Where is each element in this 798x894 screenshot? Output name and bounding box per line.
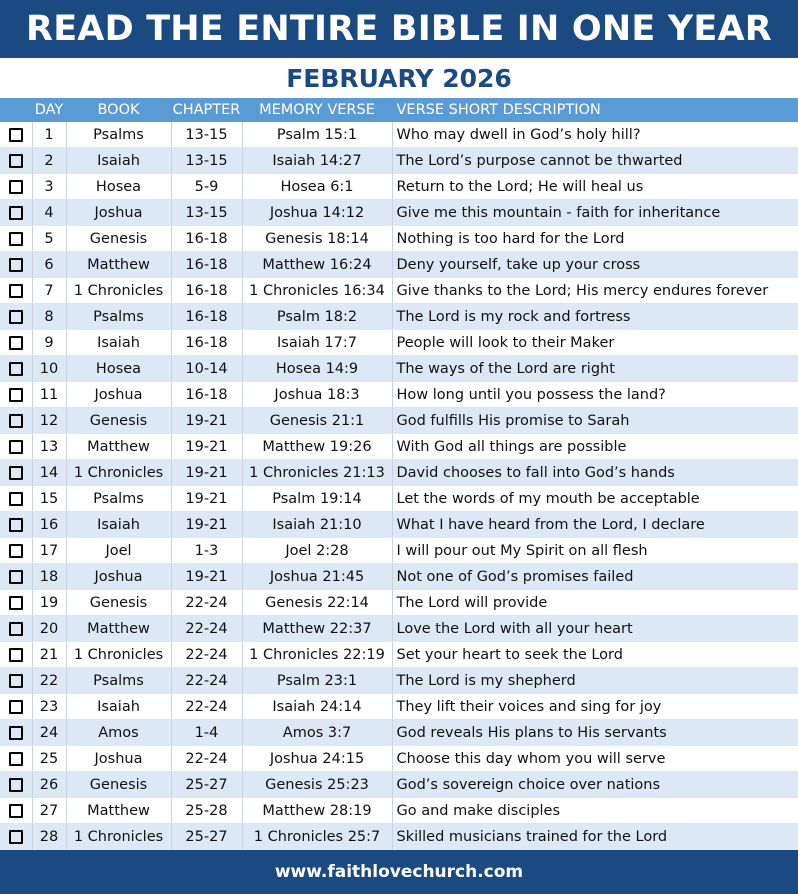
table-row [0, 122, 798, 148]
checkbox-cell [0, 486, 32, 512]
book-cell: Hosea [66, 356, 171, 382]
day-cell: 15 [32, 486, 66, 512]
table-row [0, 252, 798, 278]
table-row [0, 824, 798, 850]
table-row [0, 538, 798, 564]
table-row [0, 590, 798, 616]
chapter-cell: 13-15 [171, 122, 242, 148]
chapter-cell: 16-18 [171, 252, 242, 278]
chapter-cell: 19-21 [171, 564, 242, 590]
table-row [0, 226, 798, 252]
day-cell: 4 [32, 200, 66, 226]
table-row [0, 694, 798, 720]
day-checkbox[interactable] [9, 544, 23, 558]
day-cell: 2 [32, 148, 66, 174]
checkbox-cell [0, 616, 32, 642]
chapter-cell: 1-4 [171, 720, 242, 746]
book-cell: Matthew [66, 252, 171, 278]
table-row [0, 304, 798, 330]
book-cell: Psalms [66, 304, 171, 330]
description-cell: Deny yourself, take up your cross [392, 252, 798, 278]
checkbox-cell [0, 356, 32, 382]
chapter-cell: 19-21 [171, 512, 242, 538]
checkbox-cell [0, 330, 32, 356]
day-checkbox[interactable] [9, 440, 23, 454]
description-cell: The ways of the Lord are right [392, 356, 798, 382]
description-cell: The Lord is my shepherd [392, 668, 798, 694]
description-cell: People will look to their Maker [392, 330, 798, 356]
table-row [0, 746, 798, 772]
day-cell: 24 [32, 720, 66, 746]
memory-verse-cell: 1 Chronicles 25:7 [242, 824, 392, 850]
checkbox-cell [0, 278, 32, 304]
day-checkbox[interactable] [9, 154, 23, 168]
chapter-cell: 16-18 [171, 382, 242, 408]
chapter-cell: 19-21 [171, 460, 242, 486]
checkbox-cell [0, 746, 32, 772]
day-cell: 9 [32, 330, 66, 356]
day-cell: 16 [32, 512, 66, 538]
book-cell: 1 Chronicles [66, 278, 171, 304]
description-cell: Who may dwell in God’s holy hill? [392, 122, 798, 148]
day-checkbox[interactable] [9, 674, 23, 688]
table-row [0, 668, 798, 694]
book-cell: Joshua [66, 200, 171, 226]
column-header-description: VERSE SHORT DESCRIPTION [392, 98, 798, 122]
memory-verse-cell: 1 Chronicles 16:34 [242, 278, 392, 304]
day-cell: 21 [32, 642, 66, 668]
day-checkbox[interactable] [9, 830, 23, 844]
description-cell: They lift their voices and sing for joy [392, 694, 798, 720]
checkbox-cell [0, 148, 32, 174]
checkbox-cell [0, 304, 32, 330]
day-cell: 17 [32, 538, 66, 564]
description-cell: Set your heart to seek the Lord [392, 642, 798, 668]
table-row [0, 512, 798, 538]
chapter-cell: 16-18 [171, 330, 242, 356]
checkbox-cell [0, 122, 32, 148]
memory-verse-cell: Psalm 15:1 [242, 122, 392, 148]
memory-verse-cell: 1 Chronicles 21:13 [242, 460, 392, 486]
memory-verse-cell: 1 Chronicles 22:19 [242, 642, 392, 668]
day-cell: 23 [32, 694, 66, 720]
description-cell: God fulfills His promise to Sarah [392, 408, 798, 434]
book-cell: Hosea [66, 174, 171, 200]
chapter-cell: 13-15 [171, 148, 242, 174]
description-cell: Love the Lord with all your heart [392, 616, 798, 642]
chapter-cell: 19-21 [171, 408, 242, 434]
checkbox-cell [0, 538, 32, 564]
reading-plan-table [0, 98, 798, 850]
checkbox-cell [0, 512, 32, 538]
table-row [0, 408, 798, 434]
chapter-cell: 10-14 [171, 356, 242, 382]
book-cell: Psalms [66, 122, 171, 148]
checkbox-cell [0, 564, 32, 590]
day-cell: 18 [32, 564, 66, 590]
memory-verse-cell: Joshua 14:12 [242, 200, 392, 226]
book-cell: Psalms [66, 486, 171, 512]
day-cell: 12 [32, 408, 66, 434]
month-title: FEBRUARY 2026 [286, 63, 512, 93]
checkbox-cell [0, 460, 32, 486]
table-row [0, 278, 798, 304]
memory-verse-cell: Matthew 16:24 [242, 252, 392, 278]
checkbox-cell [0, 408, 32, 434]
description-cell: Give me this mountain - faith for inheritance [392, 200, 798, 226]
description-cell: Return to the Lord; He will heal us [392, 174, 798, 200]
chapter-cell: 19-21 [171, 434, 242, 460]
description-cell: The Lord will provide [392, 590, 798, 616]
book-cell: 1 Chronicles [66, 642, 171, 668]
table-row [0, 564, 798, 590]
day-cell: 28 [32, 824, 66, 850]
day-cell: 25 [32, 746, 66, 772]
checkbox-cell [0, 720, 32, 746]
day-cell: 5 [32, 226, 66, 252]
chapter-cell: 22-24 [171, 642, 242, 668]
memory-verse-cell: Matthew 19:26 [242, 434, 392, 460]
memory-verse-cell: Amos 3:7 [242, 720, 392, 746]
day-checkbox[interactable] [9, 492, 23, 506]
book-cell: Matthew [66, 434, 171, 460]
column-header-check [0, 98, 32, 122]
table-row [0, 616, 798, 642]
checkbox-cell [0, 226, 32, 252]
memory-verse-cell: Isaiah 17:7 [242, 330, 392, 356]
day-checkbox[interactable] [9, 596, 23, 610]
memory-verse-cell: Genesis 21:1 [242, 408, 392, 434]
day-checkbox[interactable] [9, 466, 23, 480]
book-cell: Genesis [66, 772, 171, 798]
day-cell: 1 [32, 122, 66, 148]
memory-verse-cell: Isaiah 14:27 [242, 148, 392, 174]
memory-verse-cell: Joel 2:28 [242, 538, 392, 564]
memory-verse-cell: Isaiah 24:14 [242, 694, 392, 720]
day-cell: 10 [32, 356, 66, 382]
day-cell: 13 [32, 434, 66, 460]
day-checkbox[interactable] [9, 752, 23, 766]
checkbox-cell [0, 434, 32, 460]
memory-verse-cell: Matthew 28:19 [242, 798, 392, 824]
book-cell: Amos [66, 720, 171, 746]
day-cell: 14 [32, 460, 66, 486]
description-cell: Skilled musicians trained for the Lord [392, 824, 798, 850]
day-checkbox[interactable] [9, 804, 23, 818]
book-cell: 1 Chronicles [66, 460, 171, 486]
chapter-cell: 22-24 [171, 616, 242, 642]
description-cell: Nothing is too hard for the Lord [392, 226, 798, 252]
day-checkbox[interactable] [9, 388, 23, 402]
description-cell: David chooses to fall into God’s hands [392, 460, 798, 486]
day-checkbox[interactable] [9, 518, 23, 532]
memory-verse-cell: Joshua 21:45 [242, 564, 392, 590]
page-title: READ THE ENTIRE BIBLE IN ONE YEAR [0, 0, 798, 58]
chapter-cell: 19-21 [171, 486, 242, 512]
day-cell: 3 [32, 174, 66, 200]
book-cell: Genesis [66, 226, 171, 252]
memory-verse-cell: Genesis 25:23 [242, 772, 392, 798]
table-row [0, 330, 798, 356]
book-cell: Joel [66, 538, 171, 564]
memory-verse-cell: Joshua 18:3 [242, 382, 392, 408]
checkbox-cell [0, 772, 32, 798]
day-checkbox[interactable] [9, 310, 23, 324]
table-row [0, 148, 798, 174]
day-cell: 6 [32, 252, 66, 278]
description-cell: How long until you possess the land? [392, 382, 798, 408]
checkbox-cell [0, 642, 32, 668]
memory-verse-cell: Matthew 22:37 [242, 616, 392, 642]
column-header-chapter: CHAPTER [171, 98, 242, 122]
day-checkbox[interactable] [9, 726, 23, 740]
description-cell: The Lord is my rock and fortress [392, 304, 798, 330]
day-checkbox[interactable] [9, 648, 23, 662]
checkbox-cell [0, 798, 32, 824]
chapter-cell: 16-18 [171, 278, 242, 304]
description-cell: God’s sovereign choice over nations [392, 772, 798, 798]
chapter-cell: 22-24 [171, 590, 242, 616]
checkbox-cell [0, 590, 32, 616]
column-header-memory-verse: MEMORY VERSE [242, 98, 392, 122]
description-cell: Choose this day whom you will serve [392, 746, 798, 772]
day-cell: 22 [32, 668, 66, 694]
day-checkbox[interactable] [9, 232, 23, 246]
day-checkbox[interactable] [9, 284, 23, 298]
memory-verse-cell: Hosea 14:9 [242, 356, 392, 382]
description-cell: Give thanks to the Lord; His mercy endures forever [392, 278, 798, 304]
memory-verse-cell: Hosea 6:1 [242, 174, 392, 200]
table-header-row [0, 98, 798, 122]
table-row [0, 772, 798, 798]
table-row [0, 460, 798, 486]
day-checkbox[interactable] [9, 206, 23, 220]
memory-verse-cell: Psalm 18:2 [242, 304, 392, 330]
book-cell: Genesis [66, 408, 171, 434]
checkbox-cell [0, 668, 32, 694]
book-cell: Psalms [66, 668, 171, 694]
book-cell: Isaiah [66, 512, 171, 538]
memory-verse-cell: Genesis 22:14 [242, 590, 392, 616]
book-cell: 1 Chronicles [66, 824, 171, 850]
footer-website: www.faithlovechurch.com [0, 850, 798, 894]
chapter-cell: 25-28 [171, 798, 242, 824]
day-checkbox[interactable] [9, 362, 23, 376]
book-cell: Joshua [66, 746, 171, 772]
checkbox-cell [0, 694, 32, 720]
description-cell: God reveals His plans to His servants [392, 720, 798, 746]
table-row [0, 798, 798, 824]
chapter-cell: 5-9 [171, 174, 242, 200]
chapter-cell: 1-3 [171, 538, 242, 564]
day-cell: 19 [32, 590, 66, 616]
memory-verse-cell: Psalm 19:14 [242, 486, 392, 512]
memory-verse-cell: Psalm 23:1 [242, 668, 392, 694]
book-cell: Isaiah [66, 148, 171, 174]
memory-verse-cell: Genesis 18:14 [242, 226, 392, 252]
table-row [0, 720, 798, 746]
day-checkbox[interactable] [9, 414, 23, 428]
table-row [0, 434, 798, 460]
day-cell: 27 [32, 798, 66, 824]
checkbox-cell [0, 200, 32, 226]
book-cell: Joshua [66, 382, 171, 408]
description-cell: Not one of God’s promises failed [392, 564, 798, 590]
checkbox-cell [0, 252, 32, 278]
day-checkbox[interactable] [9, 778, 23, 792]
day-cell: 26 [32, 772, 66, 798]
day-cell: 7 [32, 278, 66, 304]
table-row [0, 382, 798, 408]
day-checkbox[interactable] [9, 570, 23, 584]
chapter-cell: 25-27 [171, 824, 242, 850]
chapter-cell: 16-18 [171, 226, 242, 252]
day-cell: 8 [32, 304, 66, 330]
description-cell: Go and make disciples [392, 798, 798, 824]
checkbox-cell [0, 382, 32, 408]
book-cell: Isaiah [66, 694, 171, 720]
book-cell: Genesis [66, 590, 171, 616]
checkbox-cell [0, 174, 32, 200]
description-cell: The Lord’s purpose cannot be thwarted [392, 148, 798, 174]
chapter-cell: 16-18 [171, 304, 242, 330]
description-cell: With God all things are possible [392, 434, 798, 460]
chapter-cell: 22-24 [171, 694, 242, 720]
day-checkbox[interactable] [9, 180, 23, 194]
description-cell: What I have heard from the Lord, I declare [392, 512, 798, 538]
table-row [0, 486, 798, 512]
description-cell: I will pour out My Spirit on all flesh [392, 538, 798, 564]
day-checkbox[interactable] [9, 336, 23, 350]
table-row [0, 200, 798, 226]
day-checkbox[interactable] [9, 258, 23, 272]
chapter-cell: 13-15 [171, 200, 242, 226]
table-row [0, 356, 798, 382]
table-row [0, 174, 798, 200]
column-header-day: DAY [32, 98, 66, 122]
description-cell: Let the words of my mouth be acceptable [392, 486, 798, 512]
book-cell: Matthew [66, 798, 171, 824]
day-checkbox[interactable] [9, 128, 23, 142]
day-cell: 11 [32, 382, 66, 408]
day-checkbox[interactable] [9, 700, 23, 714]
chapter-cell: 22-24 [171, 668, 242, 694]
table-row [0, 642, 798, 668]
checkbox-cell [0, 824, 32, 850]
column-header-book: BOOK [66, 98, 171, 122]
chapter-cell: 25-27 [171, 772, 242, 798]
book-cell: Isaiah [66, 330, 171, 356]
memory-verse-cell: Joshua 24:15 [242, 746, 392, 772]
day-cell: 20 [32, 616, 66, 642]
memory-verse-cell: Isaiah 21:10 [242, 512, 392, 538]
book-cell: Joshua [66, 564, 171, 590]
chapter-cell: 22-24 [171, 746, 242, 772]
day-checkbox[interactable] [9, 622, 23, 636]
book-cell: Matthew [66, 616, 171, 642]
